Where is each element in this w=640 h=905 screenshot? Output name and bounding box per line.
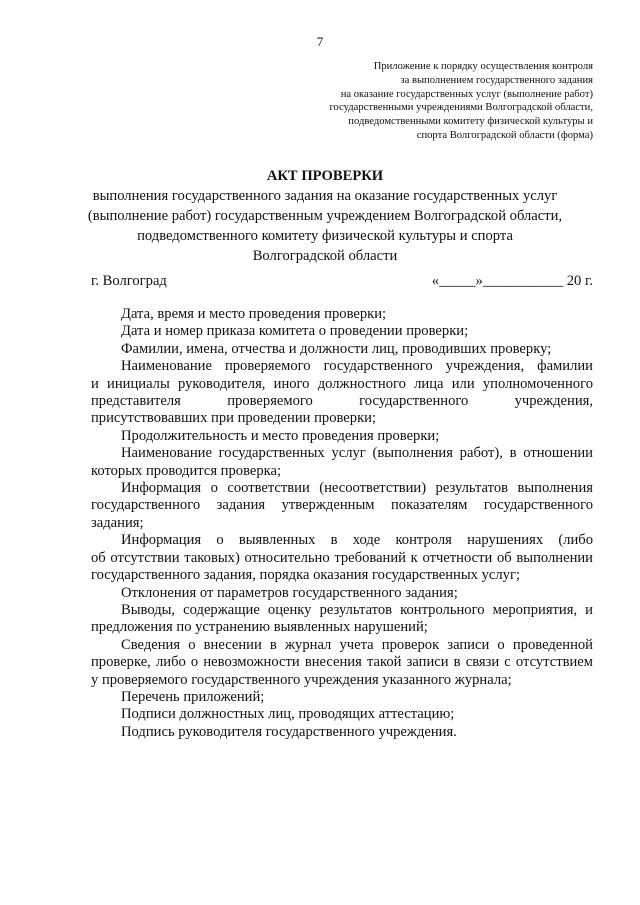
content-item <box>91 602 593 637</box>
content-line: присутствовавших при проведении проверки; <box>91 410 377 427</box>
appendix-line: спорта Волгоградской области (форма) <box>416 129 593 141</box>
appendix-line: Приложение к порядку осуществления контроля <box>373 61 593 72</box>
content-line: проверке, либо о невозможности внесения такой записи в связи с отсутствием <box>91 654 593 671</box>
content-line: Дата и номер приказа комитета о проведении проверки; <box>121 323 469 340</box>
content-line: у проверяемого государственного учреждения указанного журнала; <box>91 671 512 688</box>
place-date-row <box>91 271 593 291</box>
content-line: Выводы, содержащие оценку результатов контрольного мероприятия, и <box>121 601 593 618</box>
content-line: задания; <box>91 514 144 531</box>
date-blank: «_____»___________ 20 г. <box>431 273 593 289</box>
content-line: предложения по устранению выявленных нарушений; <box>91 619 428 636</box>
content-line: Фамилии, имена, отчества и должности лиц, проводивших проверку; <box>121 340 552 357</box>
content-line: Подпись руководителя государственного учреждения. <box>121 723 457 740</box>
appendix-line: подведомственными комитету физической культуры и <box>348 116 593 128</box>
content-line: Перечень приложений; <box>121 688 265 705</box>
content-item <box>91 358 593 428</box>
content-line: Дата, время и место проведения проверки; <box>121 306 387 322</box>
content-line: государственного задания утвержденным показателям государственного <box>91 497 593 514</box>
content-line: которых проводится проверка; <box>91 462 282 479</box>
document-title <box>60 166 590 266</box>
content-line: и инициалы руководителя, иного должностного лица или уполномоченного <box>91 375 593 392</box>
title-line: Волгоградской области <box>252 248 398 264</box>
title-line: (выполнение работ) государственным учреждением Волгоградской области, <box>87 208 563 224</box>
content-line: Отклонения от параметров государственного задания; <box>121 584 458 601</box>
content-item <box>91 706 593 723</box>
content-line: Наименование государственных услуг (выполнения работ), в отношении <box>121 445 593 462</box>
content-item <box>91 585 593 602</box>
content-item <box>91 637 593 689</box>
content-line: Продолжительность и место проведения проверки; <box>121 427 440 444</box>
content-line: представителя проверяемого государственного учреждения, <box>91 393 593 410</box>
content-item <box>91 724 593 741</box>
appendix-line: государственными учреждениями Волгоградской области, <box>329 102 593 114</box>
city-label: г. Волгоград <box>91 273 167 289</box>
content-line: Наименование проверяемого государственного учреждения, фамилии <box>121 358 593 375</box>
content-item <box>91 306 593 323</box>
act-heading: АКТ ПРОВЕРКИ <box>266 168 384 184</box>
content-line: государственного задания, порядка оказания государственных услуг; <box>91 567 520 584</box>
content-line: Информация о соответствии (несоответствии) результатов выполнения <box>121 480 593 497</box>
title-line: выполнения государственного задания на оказание государственных услуг <box>92 188 558 204</box>
content-line: Сведения о внесении в журнал учета проверок записи о проведенной <box>121 636 593 653</box>
content-line: Информация о выявленных в ходе контроля нарушениях (либо <box>121 532 593 549</box>
content-item <box>91 532 593 584</box>
content-item <box>91 341 593 358</box>
page-number: 7 <box>316 34 324 49</box>
content-item <box>91 689 593 706</box>
content-line: Подписи должностных лиц, проводящих аттестацию; <box>121 706 455 723</box>
appendix-line: за выполнением государственного задания <box>400 74 593 86</box>
content-item <box>91 445 593 480</box>
title-line: подведомственного комитету физической культуры и спорта <box>137 228 513 244</box>
appendix-note <box>263 60 593 143</box>
appendix-line: на оказание государственных услуг (выполнение работ) <box>340 88 593 100</box>
content-line: об отсутствии таковых) относительно требований к отчетности об выполнении <box>91 549 593 566</box>
content-item <box>91 428 593 445</box>
content-item <box>91 480 593 532</box>
act-contents-list <box>91 306 593 741</box>
content-item <box>91 323 593 340</box>
